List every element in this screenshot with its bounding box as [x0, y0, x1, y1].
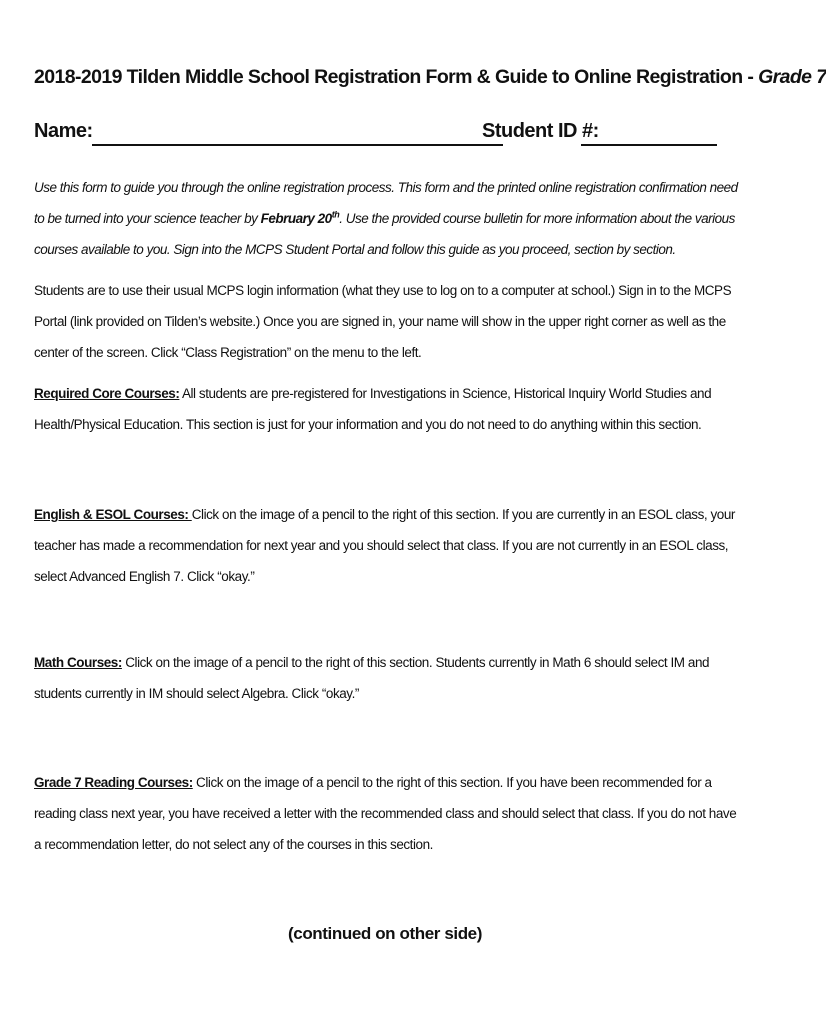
intro-text-2: . Use the provided course bulletin for more information about the various courses available to you. Sign into the MCPS Student Portal and follow this guide as you proceed, section by section.: [34, 211, 735, 257]
deadline-superscript: th: [331, 209, 340, 220]
section-heading: Grade 7 Reading Courses:: [34, 775, 193, 790]
login-instructions: Students are to use their usual MCPS login information (what they use to log on to a computer at school.) Sign in to the MCPS Portal (link provided on Tilden’s website.) Once you are signed in, your name will show in the upper right corner as well as the center of the screen. Click “Class Registration” on the menu to the left.: [34, 283, 732, 360]
deadline-text: February 20: [260, 211, 332, 226]
deadline-date: [261, 211, 340, 226]
page-title: [34, 66, 826, 89]
section-required-core: [34, 378, 742, 440]
intro-text-1: Use this form to guide you through the online registration process. This form and the printed online registration confirmation need to be turned into your science teacher by: [34, 180, 738, 226]
student-id-field-line[interactable]: [581, 144, 717, 146]
section-heading: English & ESOL Courses:: [34, 507, 192, 522]
section-heading: Math Courses:: [34, 655, 122, 670]
student-id-label: Student ID #:: [482, 120, 599, 142]
section-reading: [34, 767, 742, 860]
section-body: Click on the image of a pencil to the right of this section. If you have been recommended for a reading class next year, you have received a letter with the recommended class and should select that class. If you do not have a recommendation letter, do not select any of the courses in this section.: [34, 775, 737, 852]
section-math: [34, 647, 742, 709]
continued-note: (continued on other side): [288, 924, 482, 943]
intro-instructions: [34, 172, 739, 265]
name-field-line[interactable]: [92, 144, 503, 146]
section-english-esol: [34, 499, 742, 592]
title-grade: Grade 7: [758, 66, 826, 88]
section-body: Click on the image of a pencil to the right of this section. Students currently in Math 6 should select IM and students currently in IM should select Algebra. Click “okay.”: [34, 655, 710, 701]
title-main: 2018-2019 Tilden Middle School Registration Form & Guide to Online Registration -: [34, 66, 759, 88]
identity-fields: [34, 120, 734, 150]
section-body: Click on the image of a pencil to the right of this section. If you are currently in an ESOL class, your teacher has made a recommendation for next year and you should select that class. If you are not currently in an ESOL class, select Advanced English 7. Click “okay.”: [34, 507, 735, 584]
name-label: Name:: [34, 120, 93, 142]
section-body: All students are pre-registered for Investigations in Science, Historical Inquiry World Studies and Health/Physical Education. This section is just for your information and you do not need to do anything within this section.: [34, 386, 712, 432]
section-heading: Required Core Courses:: [34, 386, 180, 401]
